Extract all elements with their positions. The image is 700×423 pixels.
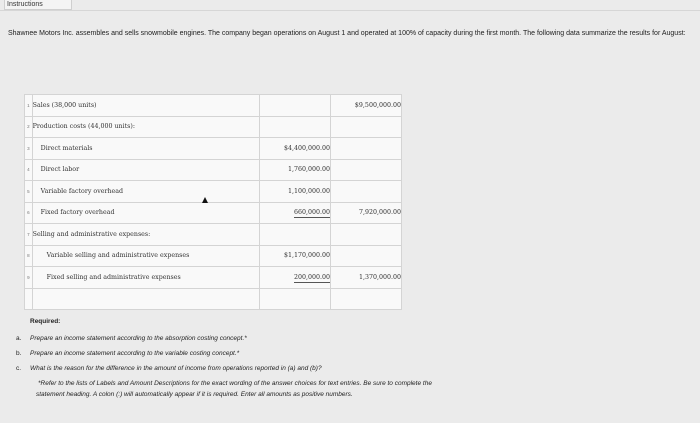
row-label: Fixed selling and administrative expenses	[32, 267, 260, 289]
total-cell	[331, 288, 402, 310]
requirement-marker: a.	[16, 335, 22, 342]
row-label: Fixed factory overhead	[32, 202, 260, 224]
row-number: 9	[25, 267, 33, 289]
table-row	[25, 288, 402, 310]
amount-cell: 1,760,000.00	[260, 159, 331, 181]
total-cell: 7,920,000.00	[331, 202, 402, 224]
requirement-text: Prepare an income statement according to the variable costing concept.*	[30, 350, 240, 357]
row-number: 6	[25, 202, 33, 224]
requirement-marker: c.	[16, 365, 22, 372]
total-cell	[331, 224, 402, 246]
amount-cell: $4,400,000.00	[260, 138, 331, 160]
row-label: Direct labor	[32, 159, 260, 181]
total-cell: $9,500,000.00	[331, 95, 402, 117]
row-number	[25, 288, 33, 310]
total-cell: 1,370,000.00	[331, 267, 402, 289]
tab-divider	[0, 10, 700, 11]
problem-description: Shawnee Motors Inc. assembles and sells snowmobile engines. The company began operations on August 1 and operated at 100% of capacity during the first month. The following data summarize the results for August:	[8, 30, 686, 37]
row-number: 1	[25, 95, 33, 117]
table-row	[25, 224, 402, 246]
requirement-b	[16, 346, 690, 361]
mouse-pointer-icon	[202, 197, 208, 203]
row-number: 8	[25, 245, 33, 267]
table-row	[25, 267, 402, 289]
table-row	[25, 116, 402, 138]
row-number: 2	[25, 116, 33, 138]
amount-value: 660,000.00	[294, 209, 331, 217]
requirement-a	[16, 331, 690, 346]
table-row	[25, 181, 402, 203]
amount-cell	[260, 288, 331, 310]
requirement-c	[16, 361, 690, 376]
table-row	[25, 95, 402, 117]
row-number: 5	[25, 181, 33, 203]
total-cell	[331, 116, 402, 138]
data-table	[24, 94, 402, 310]
row-number: 3	[25, 138, 33, 160]
total-cell	[331, 138, 402, 160]
table-row	[25, 245, 402, 267]
total-cell	[331, 159, 402, 181]
row-label: Direct materials	[32, 138, 260, 160]
requirement-text: What is the reason for the difference in the amount of income from operations reported in (a) and (b)?	[30, 365, 322, 372]
row-label: Sales (38,000 units)	[32, 95, 260, 117]
amount-cell	[260, 267, 331, 289]
requirement-text: Prepare an income statement according to the absorption costing concept.*	[30, 335, 247, 342]
instructions-tab[interactable]: Instructions	[4, 0, 72, 10]
row-number: 7	[25, 224, 33, 246]
instruction-note-continued: statement heading. A colon (:) will automatically appear if it is required. Enter all amounts as positive numbers.	[36, 391, 353, 398]
table-row	[25, 202, 402, 224]
row-label: Production costs (44,000 units):	[32, 116, 260, 138]
table-row	[25, 159, 402, 181]
amount-cell	[260, 202, 331, 224]
row-label	[32, 288, 260, 310]
amount-cell	[260, 116, 331, 138]
required-heading: Required:	[30, 318, 61, 325]
total-cell	[331, 181, 402, 203]
total-cell	[331, 245, 402, 267]
amount-cell: $1,170,000.00	[260, 245, 331, 267]
row-label: Variable factory overhead	[32, 181, 260, 203]
row-label: Selling and administrative expenses:	[32, 224, 260, 246]
required-section	[16, 318, 690, 402]
requirement-marker: b.	[16, 350, 22, 357]
amount-cell	[260, 224, 331, 246]
table-row	[25, 138, 402, 160]
amount-value: 200,000.00	[294, 273, 331, 281]
amount-cell	[260, 95, 331, 117]
instruction-note: *Refer to the lists of Labels and Amount Descriptions for the exact wording of the answer choices for text entries. Be sure to complete the	[38, 380, 432, 387]
row-number: 4	[25, 159, 33, 181]
row-label: Variable selling and administrative expenses	[32, 245, 260, 267]
amount-cell: 1,100,000.00	[260, 181, 331, 203]
